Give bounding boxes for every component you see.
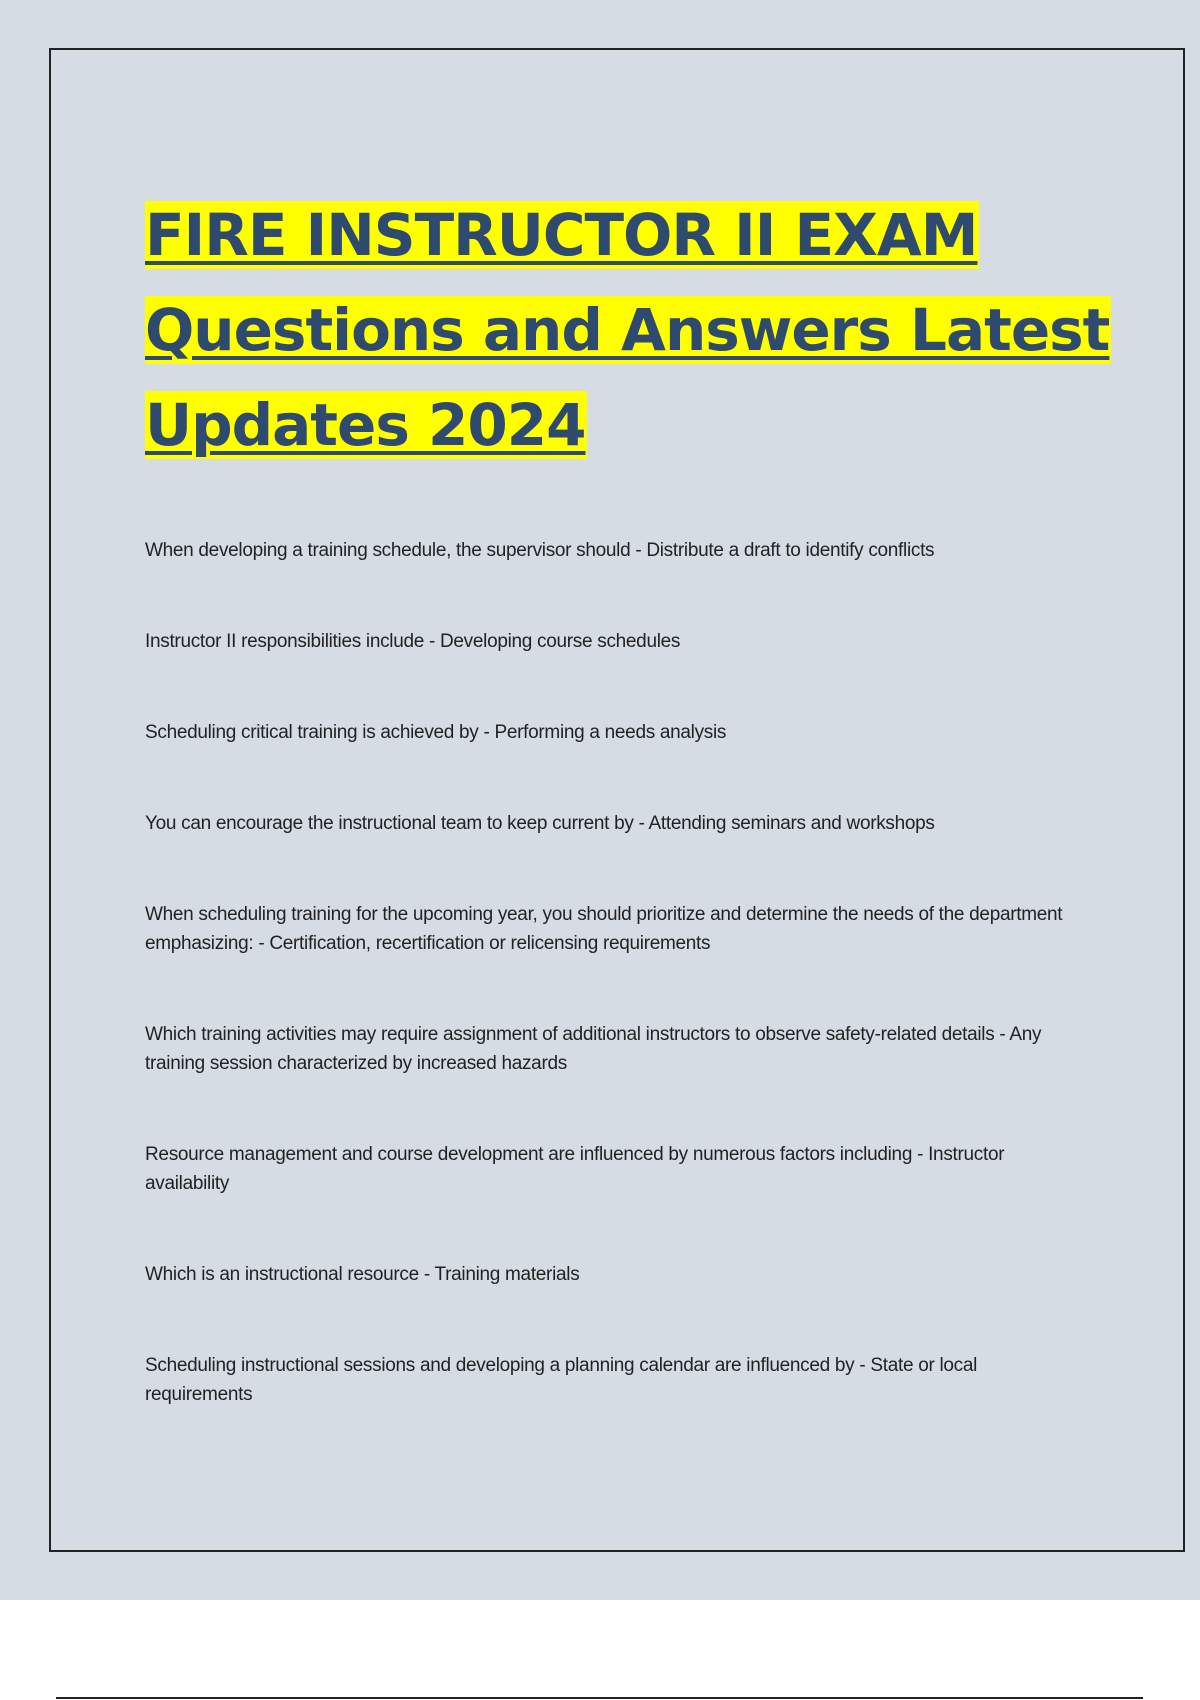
qa-item: Scheduling critical training is achieved by - Performing a needs analysis — [145, 722, 727, 743]
qa-item: When developing a training schedule, the supervisor should - Distribute a draft to identify conflicts — [145, 540, 935, 561]
document-title — [145, 188, 1110, 473]
title-line-text: FIRE INSTRUCTOR II EXAM — [145, 201, 978, 269]
qa-list — [145, 536, 1075, 1409]
qa-item: Which training activities may require assignment of additional instructors to observe safety-related details - Any training session characterized by increased hazards — [145, 1024, 1042, 1074]
qa-item: Instructor II responsibilities include - Developing course schedules — [145, 631, 681, 652]
title-line — [145, 188, 1105, 283]
qa-item: Resource management and course development are influenced by numerous factors including - Instructor availability — [145, 1144, 1005, 1194]
qa-item: Scheduling instructional sessions and developing a planning calendar are influenced by - State or local requirements — [145, 1355, 978, 1405]
title-line-text: Updates 2024 — [145, 391, 586, 459]
page-bottom-divider — [56, 1697, 1143, 1699]
qa-item: Which is an instructional resource - Training materials — [145, 1264, 580, 1285]
title-line — [145, 283, 1110, 378]
title-line — [145, 378, 1105, 473]
qa-item: When scheduling training for the upcoming year, you should prioritize and determine the needs of the department emphasizing: - Certification, recertification or relicensing requirements — [145, 904, 1063, 954]
title-line-text: Questions and Answers Latest — [145, 296, 1110, 364]
qa-item: You can encourage the instructional team to keep current by - Attending seminars and workshops — [145, 813, 935, 834]
